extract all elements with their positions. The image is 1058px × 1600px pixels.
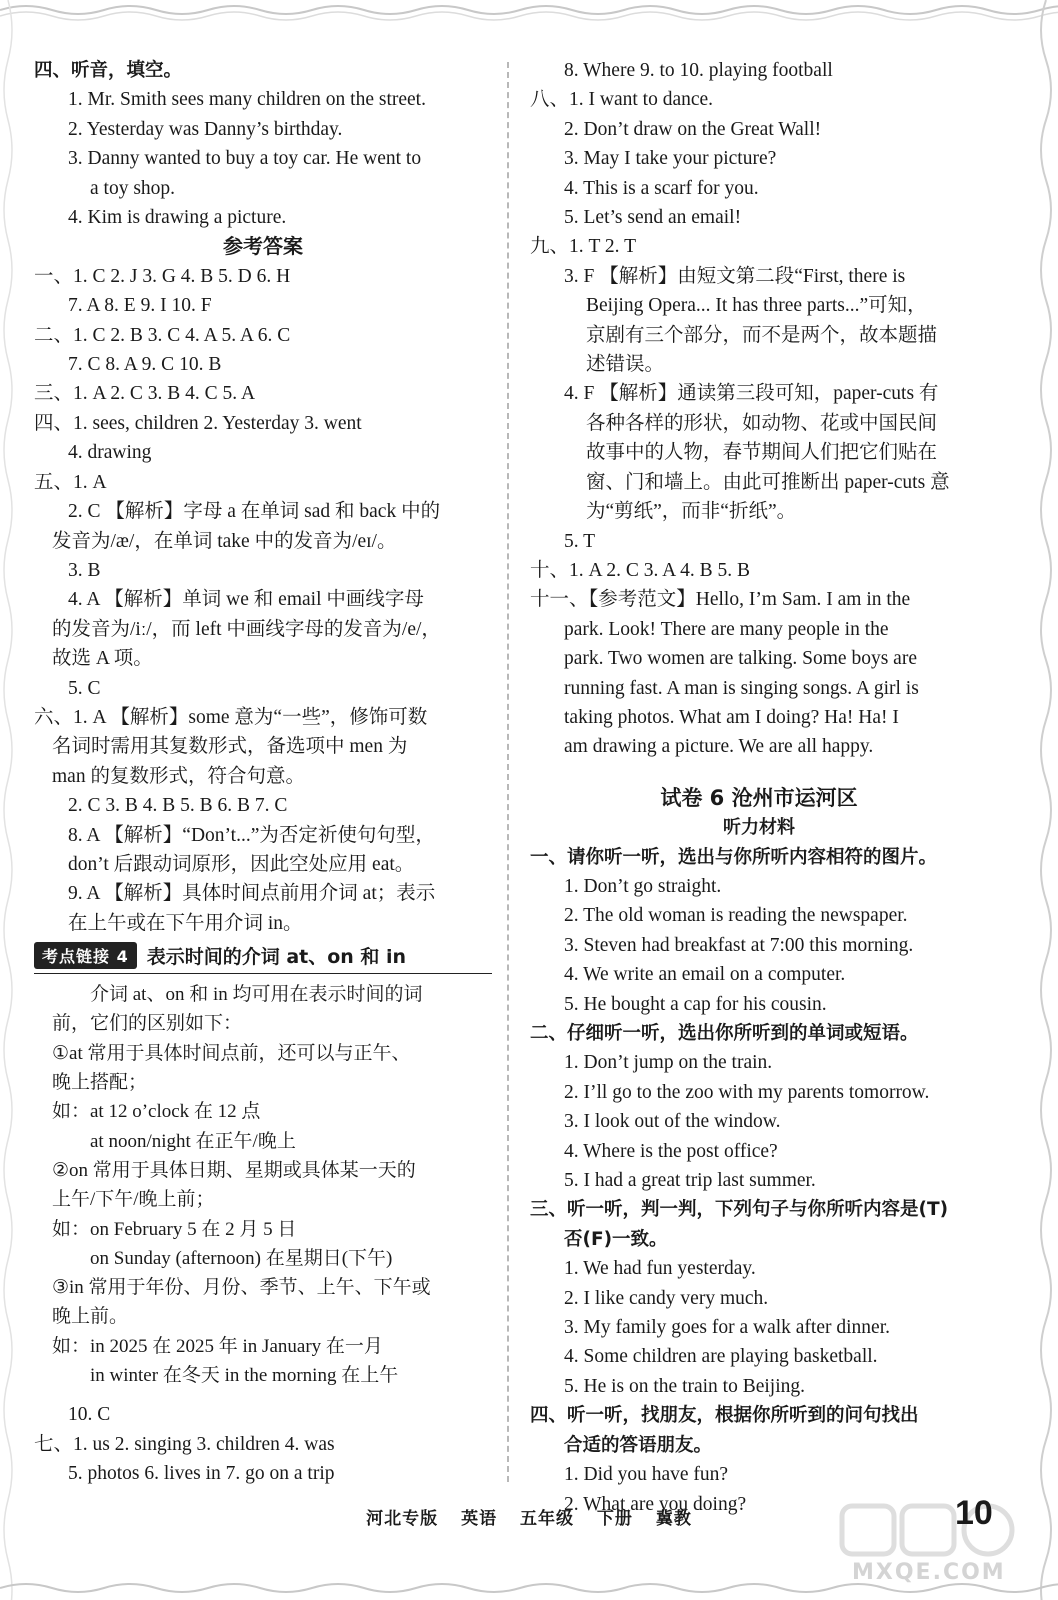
watermark-text: MXQE.COM [852,1560,1006,1585]
listening-line: 2. Yesterday was Danny’s birthday. [68,118,343,140]
listening-line: 5. I had a great trip last summer. [564,1170,816,1192]
section-heading: 四、听一听，找朋友，根据你所听到的问句找出 [530,1405,919,1427]
model-essay-line: park. Look! There are many people in the [564,618,889,640]
right-column [530,56,988,1519]
answer-line: 为“剪纸”，而非“折纸”。 [586,501,797,523]
listening-line: 3. Danny wanted to buy a toy car. He went to [68,148,422,170]
knowledge-line: ①at 常用于具体时间点前，还可以与正午、 [52,1042,411,1064]
knowledge-line: on Sunday (afternoon) 在星期日(下午) [90,1247,393,1269]
model-essay-line: am drawing a picture. We are all happy. [564,736,874,758]
answer-line: 4. A 【解析】单词 we 和 email 中画线字母 [68,589,424,611]
listening-line: 3. My family goes for a walk after dinner. [564,1317,890,1339]
answer-line: 述错误。 [586,354,665,376]
answer-line: 的发音为/iː/，而 left 中画线字母的发音为/e/， [52,618,441,640]
knowledge-line: 前，它们的区别如下： [52,1013,243,1035]
paper-title: 试卷 6 沧州市运河区 [660,785,858,810]
answer-line: 窗、门和墙上。由此可推断出 paper-cuts 意 [586,471,950,493]
answer-line: 九、1. T 2. T [530,236,636,258]
answer-line: 一、1. C 2. J 3. G 4. B 5. D 6. H [34,265,291,287]
answer-line: 故选 A 项。 [52,648,153,670]
listening-line: 3. I look out of the window. [564,1111,781,1133]
answers-heading: 参考答案 [223,234,303,259]
listening-line: 4. We write an email on a computer. [564,964,846,986]
answer-line: 发音为/æ/，在单词 take 中的发音为/eɪ/。 [52,530,397,552]
knowledge-line: 如：in 2025 在 2025 年 in January 在一月 [52,1335,383,1357]
listening-line: 5. He is on the train to Beijing. [564,1375,806,1397]
answer-line: 4. This is a scarf for you. [564,177,759,199]
knowledge-line: 介词 at、on 和 in 均可用在表示时间的词 [90,984,423,1006]
listening-title: 听力材料 [723,817,795,839]
knowledge-line: 上午/下午/晚上前； [52,1189,215,1211]
knowledge-link-rule [34,973,492,974]
decorative-left-border [0,0,30,1600]
section-heading: 合适的答语朋友。 [564,1434,713,1456]
answer-line: 8. A 【解析】“Don’t...”为否定祈使句句型， [68,824,435,846]
answer-line: 5. T [564,530,596,552]
listening-line: 1. Don’t go straight. [564,875,722,897]
answer-line: 八、1. I want to dance. [530,89,714,111]
page-number: 10 [955,1494,993,1532]
answer-line: 2. Don’t draw on the Great Wall! [564,118,822,140]
answer-line: 2. C 【解析】字母 a 在单词 sad 和 back 中的 [68,501,441,523]
answer-line: 7. A 8. E 9. I 10. F [68,295,212,317]
section-heading: 二、仔细听一听，选出你所听到的单词或短语。 [530,1023,919,1044]
section-heading: 四、听音，填空。 [34,60,183,81]
answer-line: 二、1. C 2. B 3. C 4. A 5. A 6. C [34,324,291,346]
left-column [34,56,492,1489]
knowledge-link-title: 表示时间的介词 at、on 和 in [146,946,407,969]
answer-line: man 的复数形式，符合句意。 [52,765,305,787]
listening-line: 2. What are you doing? [564,1493,747,1515]
knowledge-line: ③in 常用于年份、月份、季节、上午、下午或 [52,1277,431,1299]
knowledge-line: at noon/night 在正午/晚上 [90,1130,296,1152]
model-essay-line: running fast. A man is singing songs. A girl is [564,677,919,699]
listening-line: 1. Don’t jump on the train. [564,1052,773,1074]
knowledge-line: ②on 常用于具体日期、星期或具体某一天的 [52,1159,416,1181]
listening-line: 3. Steven had breakfast at 7:00 this morning. [564,934,914,956]
decorative-top-border [0,0,1058,24]
knowledge-line: 如：at 12 o’clock 在 12 点 [52,1101,261,1123]
listening-line: 4. Where is the post office? [564,1140,778,1162]
knowledge-link-box [34,942,492,1390]
section-heading: 三、听一听，判一判，下列句子与你所听内容是(T) [530,1199,949,1221]
listening-line: a toy shop. [90,177,176,199]
answer-line: 五、1. A [34,471,107,493]
answer-line: 9. A 【解析】具体时间点前用介词 at；表示 [68,883,436,905]
answer-line: 3. May I take your picture? [564,148,777,170]
answer-line: 七、1. us 2. singing 3. children 4. was [34,1433,335,1455]
page-footer: 河北专版 英语 五年级 下册 冀教 [366,1509,692,1529]
answer-line: 8. Where 9. to 10. playing football [564,60,833,81]
answer-line: 故事中的人物，春节期间人们把它们贴在 [586,442,938,464]
column-divider [507,62,509,1482]
listening-line: 2. I’ll go to the zoo with my parents tomorrow. [564,1081,930,1103]
answer-line: Beijing Opera... It has three parts...”可知， [586,295,927,317]
knowledge-link-badge: 考点链接 4 [34,942,137,969]
answer-line: 5. photos 6. lives in 7. go on a trip [68,1463,335,1485]
answer-line: 7. C 8. A 9. C 10. B [68,354,222,376]
answer-line: 3. F 【解析】由短文第二段“First, there is [564,265,906,287]
answer-line: 六、1. A 【解析】some 意为“一些”，修饰可数 [34,706,428,728]
listening-line: 2. I like candy very much. [564,1287,769,1309]
answer-line: 5. C [68,677,101,699]
answer-line: 2. C 3. B 4. B 5. B 6. B 7. C [68,795,288,817]
answer-line: 各种各样的形状，如动物、花或中国民间 [586,412,938,434]
knowledge-line: 晚上前。 [52,1306,129,1328]
listening-line: 4. Kim is drawing a picture. [68,207,287,229]
section-heading: 否(F)一致。 [564,1228,668,1250]
answer-line: 3. B [68,559,101,581]
model-essay-line: park. Two women are talking. Some boys are [564,648,917,670]
listening-line: 1. Did you have fun? [564,1464,729,1486]
knowledge-line: 晚上搭配； [52,1072,148,1094]
answer-line: 在上午或在下午用介词 in。 [68,912,303,934]
listening-line: 5. He bought a cap for his cousin. [564,993,827,1015]
decorative-right-border [1028,0,1058,1600]
knowledge-line: 如：on February 5 在 2 月 5 日 [52,1218,297,1240]
section-heading: 一、请你听一听，选出与你所听内容相符的图片。 [530,846,938,868]
model-essay-line: taking photos. What am I doing? Ha! Ha! I [564,706,899,728]
answer-line: 4. F 【解析】通读第三段可知，paper-cuts 有 [564,383,939,405]
knowledge-link-banner [34,942,492,969]
answer-line: 京剧有三个部分，而不是两个，故本题描 [586,324,938,346]
answer-line: 十、1. A 2. C 3. A 4. B 5. B [530,559,750,581]
listening-line: 4. Some children are playing basketball. [564,1346,878,1368]
listening-line: 1. Mr. Smith sees many children on the street. [68,89,426,111]
answer-line: 名词时需用其复数形式，备选项中 men 为 [52,736,408,758]
knowledge-line: in winter 在冬天 in the morning 在上午 [90,1365,399,1387]
answer-line: 10. C [68,1404,111,1426]
answer-line: don’t 后跟动词原形，因此空处应用 eat。 [68,853,415,875]
listening-line: 2. The old woman is reading the newspaper. [564,905,908,927]
model-essay-line: 十一、【参考范文】Hello, I’m Sam. I am in the [530,589,911,611]
answer-line: 4. drawing [68,442,152,464]
answer-line: 5. Let’s send an email! [564,207,742,229]
listening-line: 1. We had fun yesterday. [564,1258,756,1280]
answer-line: 三、1. A 2. C 3. B 4. C 5. A [34,383,256,405]
answer-line: 四、1. sees, children 2. Yesterday 3. went [34,412,362,434]
